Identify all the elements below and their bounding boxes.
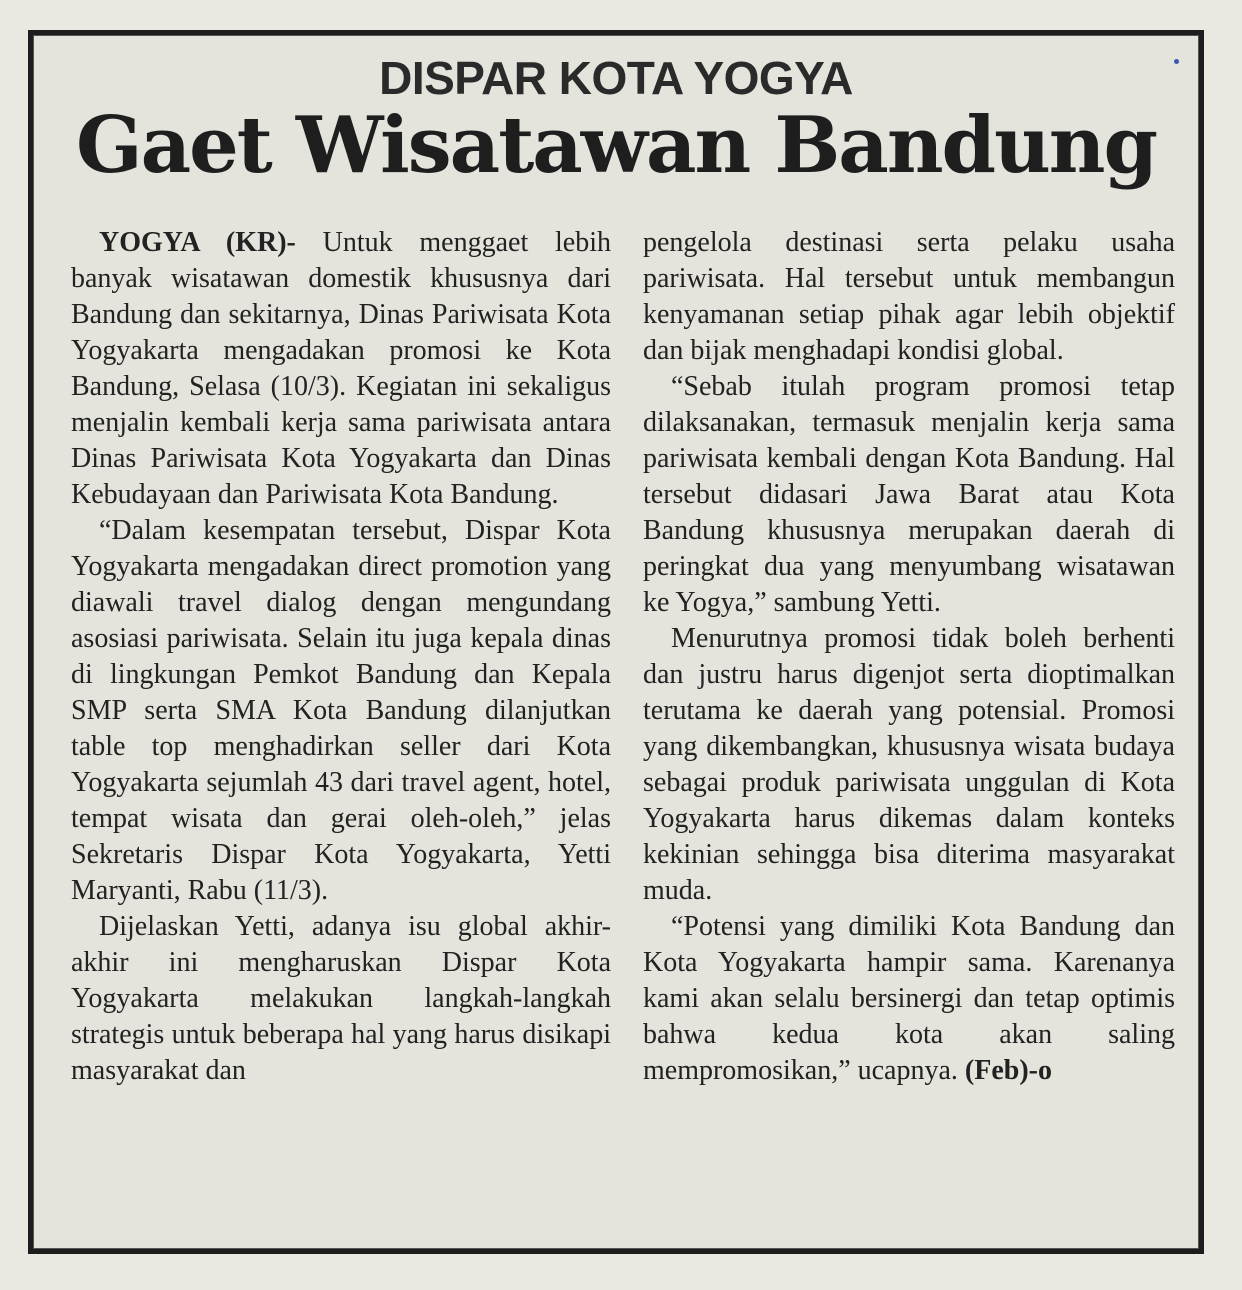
newspaper-clipping [28,30,1204,1254]
article-headline: Gaet Wisatawan Bandung [75,100,1157,191]
article-paragraph-2: “Dalam kesempatan tersebut, Dispar Kota Yogyakarta mengadakan direct promotion yang diawali travel dialog dengan mengundang asosiasi pariwisata. Selain itu juga kepala dinas di lingkungan Pemkot Bandung dan Kepala SMP serta SMA Kota Bandung dilanjutkan table top menghadirkan seller dari Kota Yogyakarta sejumlah 43 dari travel agent, hotel, tempat wisata dan gerai oleh-oleh,” jelas Sekretaris Dispar Kota Yogyakarta, Yetti Maryanti, Rabu (11/3). [71,515,611,906]
article-paragraph-5: Menurutnya promosi tidak boleh berhenti dan justru harus digenjot serta dioptimalkan terutama ke daerah yang potensial. Promosi yang dikembangkan, khususnya wisata budaya sebagai produk pariwisata unggulan di Kota Yogyakarta harus dikemas dalam konteks kekinian sehingga bisa diterima masyarakat muda. [643,623,1175,906]
article-paragraph-6 [643,909,1175,1089]
article-column-left [71,225,611,1089]
article-byline: (Feb)-o [964,1055,1052,1086]
article-paragraph-1-text: Untuk menggaet lebih banyak wisatawan domestik khususnya dari Bandung dan sekitarnya, Dinas Pariwisata Kota Yogyakarta mengadakan promosi ke Kota Bandung, Selasa (10/3). Kegiatan ini sekaligus menjalin kembali kerja sama pariwisata antara Dinas Pariwisata Kota Yogyakarta dan Dinas Kebudayaan dan Pariwisata Kota Bandung. [71,227,612,510]
article-paragraph-3: Dijelaskan Yetti, adanya isu global akhir-akhir ini mengharuskan Dispar Kota Yogyakarta melakukan langkah-langkah strategis untuk beberapa hal yang harus disikapi masyarakat dan [71,911,611,1086]
article-dateline: YOGYA (KR)- [99,227,296,258]
article-paragraph-6-text: “Potensi yang dimiliki Kota Bandung dan Kota Yogyakarta hampir sama. Karenanya kami akan selalu bersinergi dan tetap optimis bahwa kedua kota akan saling mempromosikan,” ucapnya. [643,911,1175,1086]
article-kicker: DISPAR KOTA YOGYA [379,52,853,104]
article-column-right [643,225,1175,1089]
article-paragraph-1 [71,225,611,513]
article-paragraph-4: “Sebab itulah program promosi tetap dilaksanakan, termasuk menjalin kerja sama pariwisata kembali dengan Kota Bandung. Hal tersebut didasari Jawa Barat atau Kota Bandung khususnya merupakan daerah di peringkat dua yang menyumbang wisatawan ke Yogya,” sambung Yetti. [643,371,1175,618]
article-paragraph-3-continued: pengelola destinasi serta pelaku usaha pariwisata. Hal tersebut untuk membangun kenyamanan setiap pihak agar lebih objektif dan bijak menghadapi kondisi global. [643,227,1175,366]
